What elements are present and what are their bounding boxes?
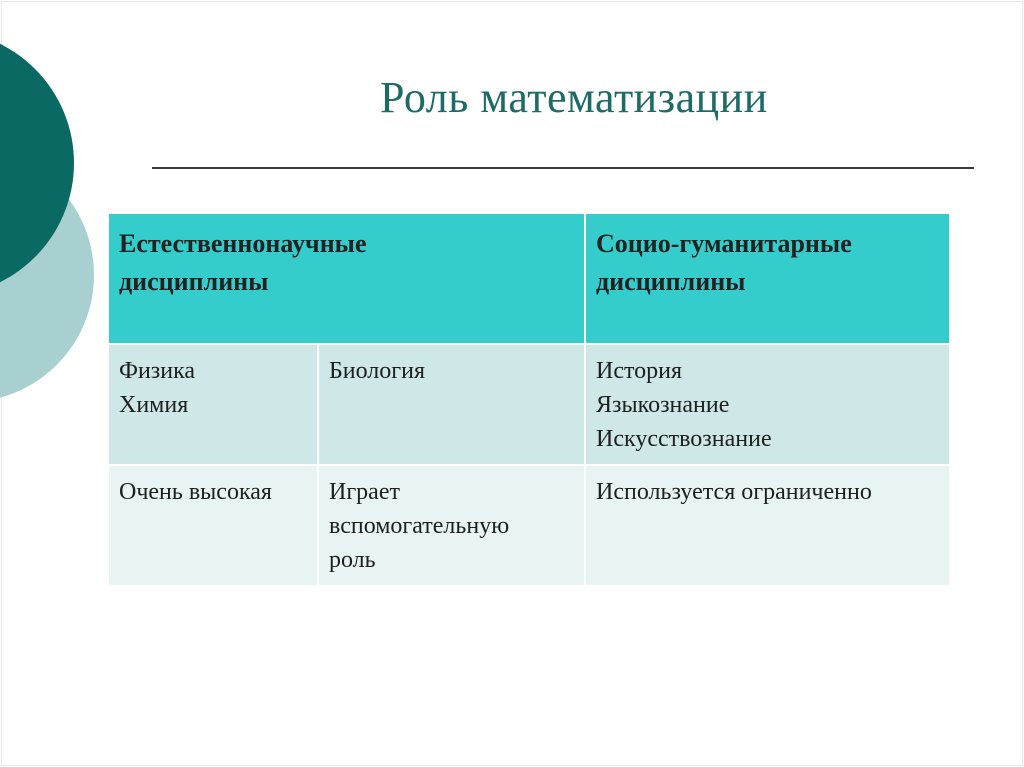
slide-title: Роль математизации	[380, 73, 768, 122]
table-cell-role-auxiliary: Играет вспомогательную роль	[318, 465, 585, 586]
table-cell-disciplines-humanities: История Языкознание Искусствознание	[585, 344, 950, 465]
table-row	[108, 465, 950, 586]
header-socio-humanities: Социо-гуманитарные дисциплины	[585, 213, 950, 344]
table-cell-disciplines-biology: Биология	[318, 344, 585, 465]
comparison-table	[107, 212, 951, 587]
table-cell-disciplines-physics-chemistry: Физика Химия	[108, 344, 318, 465]
title-divider	[152, 167, 974, 169]
table-cell-role-very-high: Очень высокая	[108, 465, 318, 586]
header-natural-sciences: Естественнонаучные дисциплины	[108, 213, 585, 344]
table-cell-role-limited: Используется ограниченно	[585, 465, 950, 586]
table-header-row	[108, 213, 950, 344]
table-row	[108, 344, 950, 465]
